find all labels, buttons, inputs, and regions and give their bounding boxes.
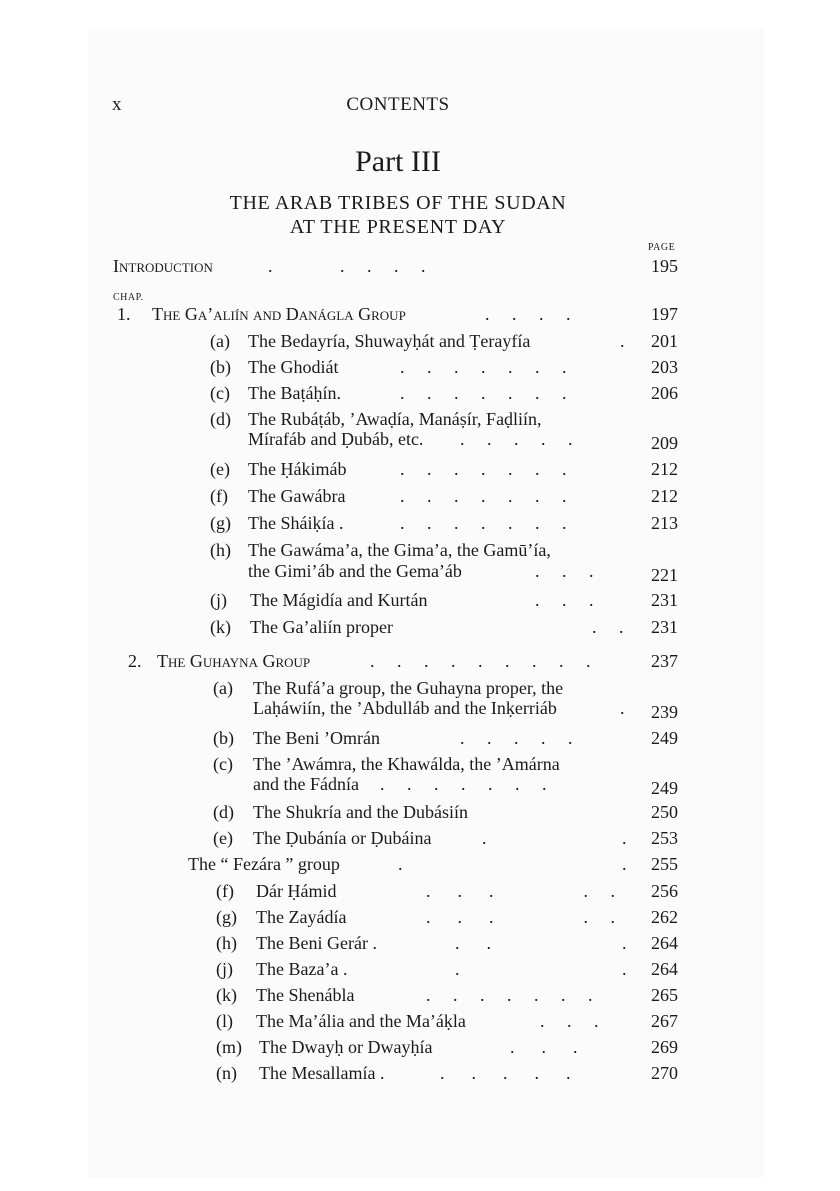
chapter-2-number: 2. (128, 651, 142, 671)
section-letter: (d) (210, 409, 231, 429)
leader-dots: . . (455, 933, 491, 953)
section-letter: (d) (213, 802, 234, 822)
section-letter: (j) (210, 590, 227, 610)
leader-dots: . . . (510, 1037, 578, 1057)
leader-dots: . . . . . (440, 1063, 571, 1083)
leader-dots: . . (592, 617, 624, 637)
section-title: The Baza’a . (256, 959, 348, 979)
section-page: 239 (651, 702, 678, 722)
section-title-continued: Mírafáb and Ḍubáb, etc. (248, 429, 424, 449)
part-subtitle-line-2: AT THE PRESENT DAY (289, 216, 507, 238)
page-numeral: x (112, 94, 122, 115)
section-page: 250 (651, 802, 678, 822)
section-title: The Gawáma’a, the Gima’a, the Gamū’ía, (248, 540, 551, 560)
leader-dots: . . . (540, 1011, 599, 1031)
leader-dots: . (455, 959, 460, 979)
section-letter: (h) (216, 933, 237, 953)
introduction-label: Introduction (113, 256, 213, 276)
section-page: 201 (651, 331, 678, 351)
chapter-1-title: The Ga’aliín and Danágla Group (152, 304, 406, 324)
leader-dots: . . . . . (460, 728, 573, 748)
chapter-2-page: 237 (651, 651, 678, 671)
leader-dots: . . . (535, 590, 594, 610)
section-page: 249 (651, 728, 678, 748)
section-title: The Zayádía (256, 907, 347, 927)
section-page: 209 (651, 433, 678, 453)
section-title: The Ḍubánía or Ḍubáina (253, 828, 432, 848)
introduction-page: 195 (651, 256, 678, 276)
section-letter: (g) (210, 513, 231, 533)
fezara-group-page: 255 (651, 854, 678, 874)
section-page: 256 (651, 881, 678, 901)
section-letter: (n) (216, 1063, 237, 1083)
chap-column-label: CHAP. (113, 292, 144, 303)
leader-dots: . . . . (485, 304, 571, 324)
section-title-continued: the Gimi’áb and the Gema’áb (248, 561, 462, 581)
section-page: 262 (651, 907, 678, 927)
section-title: The Gawábra (248, 486, 346, 506)
section-page: 269 (651, 1037, 678, 1057)
chapter-1-page: 197 (651, 304, 678, 324)
section-title: The Shukría and the Dubásiín (253, 802, 468, 822)
section-title: Dár Ḥámid (256, 881, 337, 901)
leader-dots: . (622, 828, 627, 848)
section-letter: (e) (213, 828, 233, 848)
section-title: The Shenábla (256, 985, 355, 1005)
leader-dots: . . . . . . . (400, 383, 567, 403)
leader-dots: . . . . . (426, 907, 615, 927)
section-title: The Mesallamía . (259, 1063, 385, 1083)
leader-dots: . . . . . . . (400, 357, 567, 377)
section-page: 264 (651, 959, 678, 979)
section-page: 249 (651, 778, 678, 798)
running-head-title: CONTENTS (346, 94, 450, 115)
section-letter: (a) (210, 331, 230, 351)
section-page: 212 (651, 486, 678, 506)
leader-dots: . . . . . . . (380, 774, 547, 794)
section-page: 213 (651, 513, 678, 533)
section-letter: (a) (213, 678, 233, 698)
section-letter: (k) (210, 617, 231, 637)
fezara-group-title: The “ Fezára ” group (188, 854, 340, 874)
leader-dots: . . . . . (268, 256, 426, 276)
section-page: 267 (651, 1011, 678, 1031)
leader-dots: . (482, 828, 487, 848)
section-title: The Bedayría, Shuwayḥát and Ṭerayfía (248, 331, 531, 351)
section-letter: (b) (210, 357, 231, 377)
section-letter: (g) (216, 907, 237, 927)
section-letter: (c) (213, 754, 233, 774)
section-page: 203 (651, 357, 678, 377)
leader-dots: . . . . . . . . . (370, 651, 591, 671)
section-letter: (h) (210, 540, 231, 560)
leader-dots: . (622, 959, 627, 979)
section-title: The Ma’ália and the Ma’áḳla (256, 1011, 466, 1031)
section-page: 212 (651, 459, 678, 479)
section-letter: (b) (213, 728, 234, 748)
section-letter: (e) (210, 459, 230, 479)
leader-dots: . (620, 698, 625, 718)
leader-dots: . . . . . . . (426, 985, 593, 1005)
section-page: 270 (651, 1063, 678, 1083)
section-page: 231 (651, 617, 678, 637)
section-letter: (c) (210, 383, 230, 403)
section-page: 221 (651, 565, 678, 585)
leader-dots: . . . . . . . (400, 459, 567, 479)
section-title: The Dwayḥ or Dwayḥía (259, 1037, 433, 1057)
section-page: 206 (651, 383, 678, 403)
section-title: The Baṭáḥín. (248, 383, 341, 403)
section-title-continued: Laḥáwiín, the ’Abdulláb and the Inḳerriáb (253, 698, 557, 718)
chapter-1-number: 1. (117, 304, 131, 324)
leader-dots: . . . . . (460, 429, 573, 449)
leader-dots: . (398, 854, 403, 874)
part-title: Part III (355, 145, 441, 178)
section-title: The Sháiḳía . (248, 513, 344, 533)
section-page: 265 (651, 985, 678, 1005)
section-title: The Beni ’Omrán (253, 728, 380, 748)
section-letter: (f) (210, 486, 228, 506)
leader-dots: . . . (535, 561, 594, 581)
section-letter: (f) (216, 881, 234, 901)
leader-dots: . . . . . . . (400, 486, 567, 506)
leader-dots: . (620, 331, 625, 351)
section-page: 253 (651, 828, 678, 848)
section-title: The ’Awámra, the Khawálda, the ’Amárna (253, 754, 560, 774)
section-title: The Beni Gerár . (256, 933, 377, 953)
chapter-2-title: The Guhayna Group (157, 651, 311, 671)
section-title: The Rubáṭáb, ’Awaḍía, Manáṣír, Faḍliín, (248, 409, 542, 429)
section-title: The Ga’aliín proper (250, 617, 393, 637)
section-letter: (m) (216, 1037, 242, 1057)
section-title: The Rufá’a group, the Guhayna proper, the (253, 678, 564, 698)
section-letter: (j) (216, 959, 233, 979)
page-column-label: PAGE (648, 242, 676, 253)
part-subtitle-line-1: THE ARAB TRIBES OF THE SUDAN (229, 192, 567, 214)
section-letter: (k) (216, 985, 237, 1005)
leader-dots: . (622, 933, 627, 953)
section-page: 264 (651, 933, 678, 953)
leader-dots: . . . . . . . (400, 513, 567, 533)
section-title: The Mágidía and Kurtán (250, 590, 428, 610)
section-title-continued: and the Fádnía (253, 774, 359, 794)
section-letter: (l) (216, 1011, 233, 1031)
section-title: The Ghodiát (248, 357, 339, 377)
leader-dots: . (622, 854, 627, 874)
leader-dots: . . . . . (426, 881, 615, 901)
section-title: The Ḥákimáb (248, 459, 347, 479)
section-page: 231 (651, 590, 678, 610)
